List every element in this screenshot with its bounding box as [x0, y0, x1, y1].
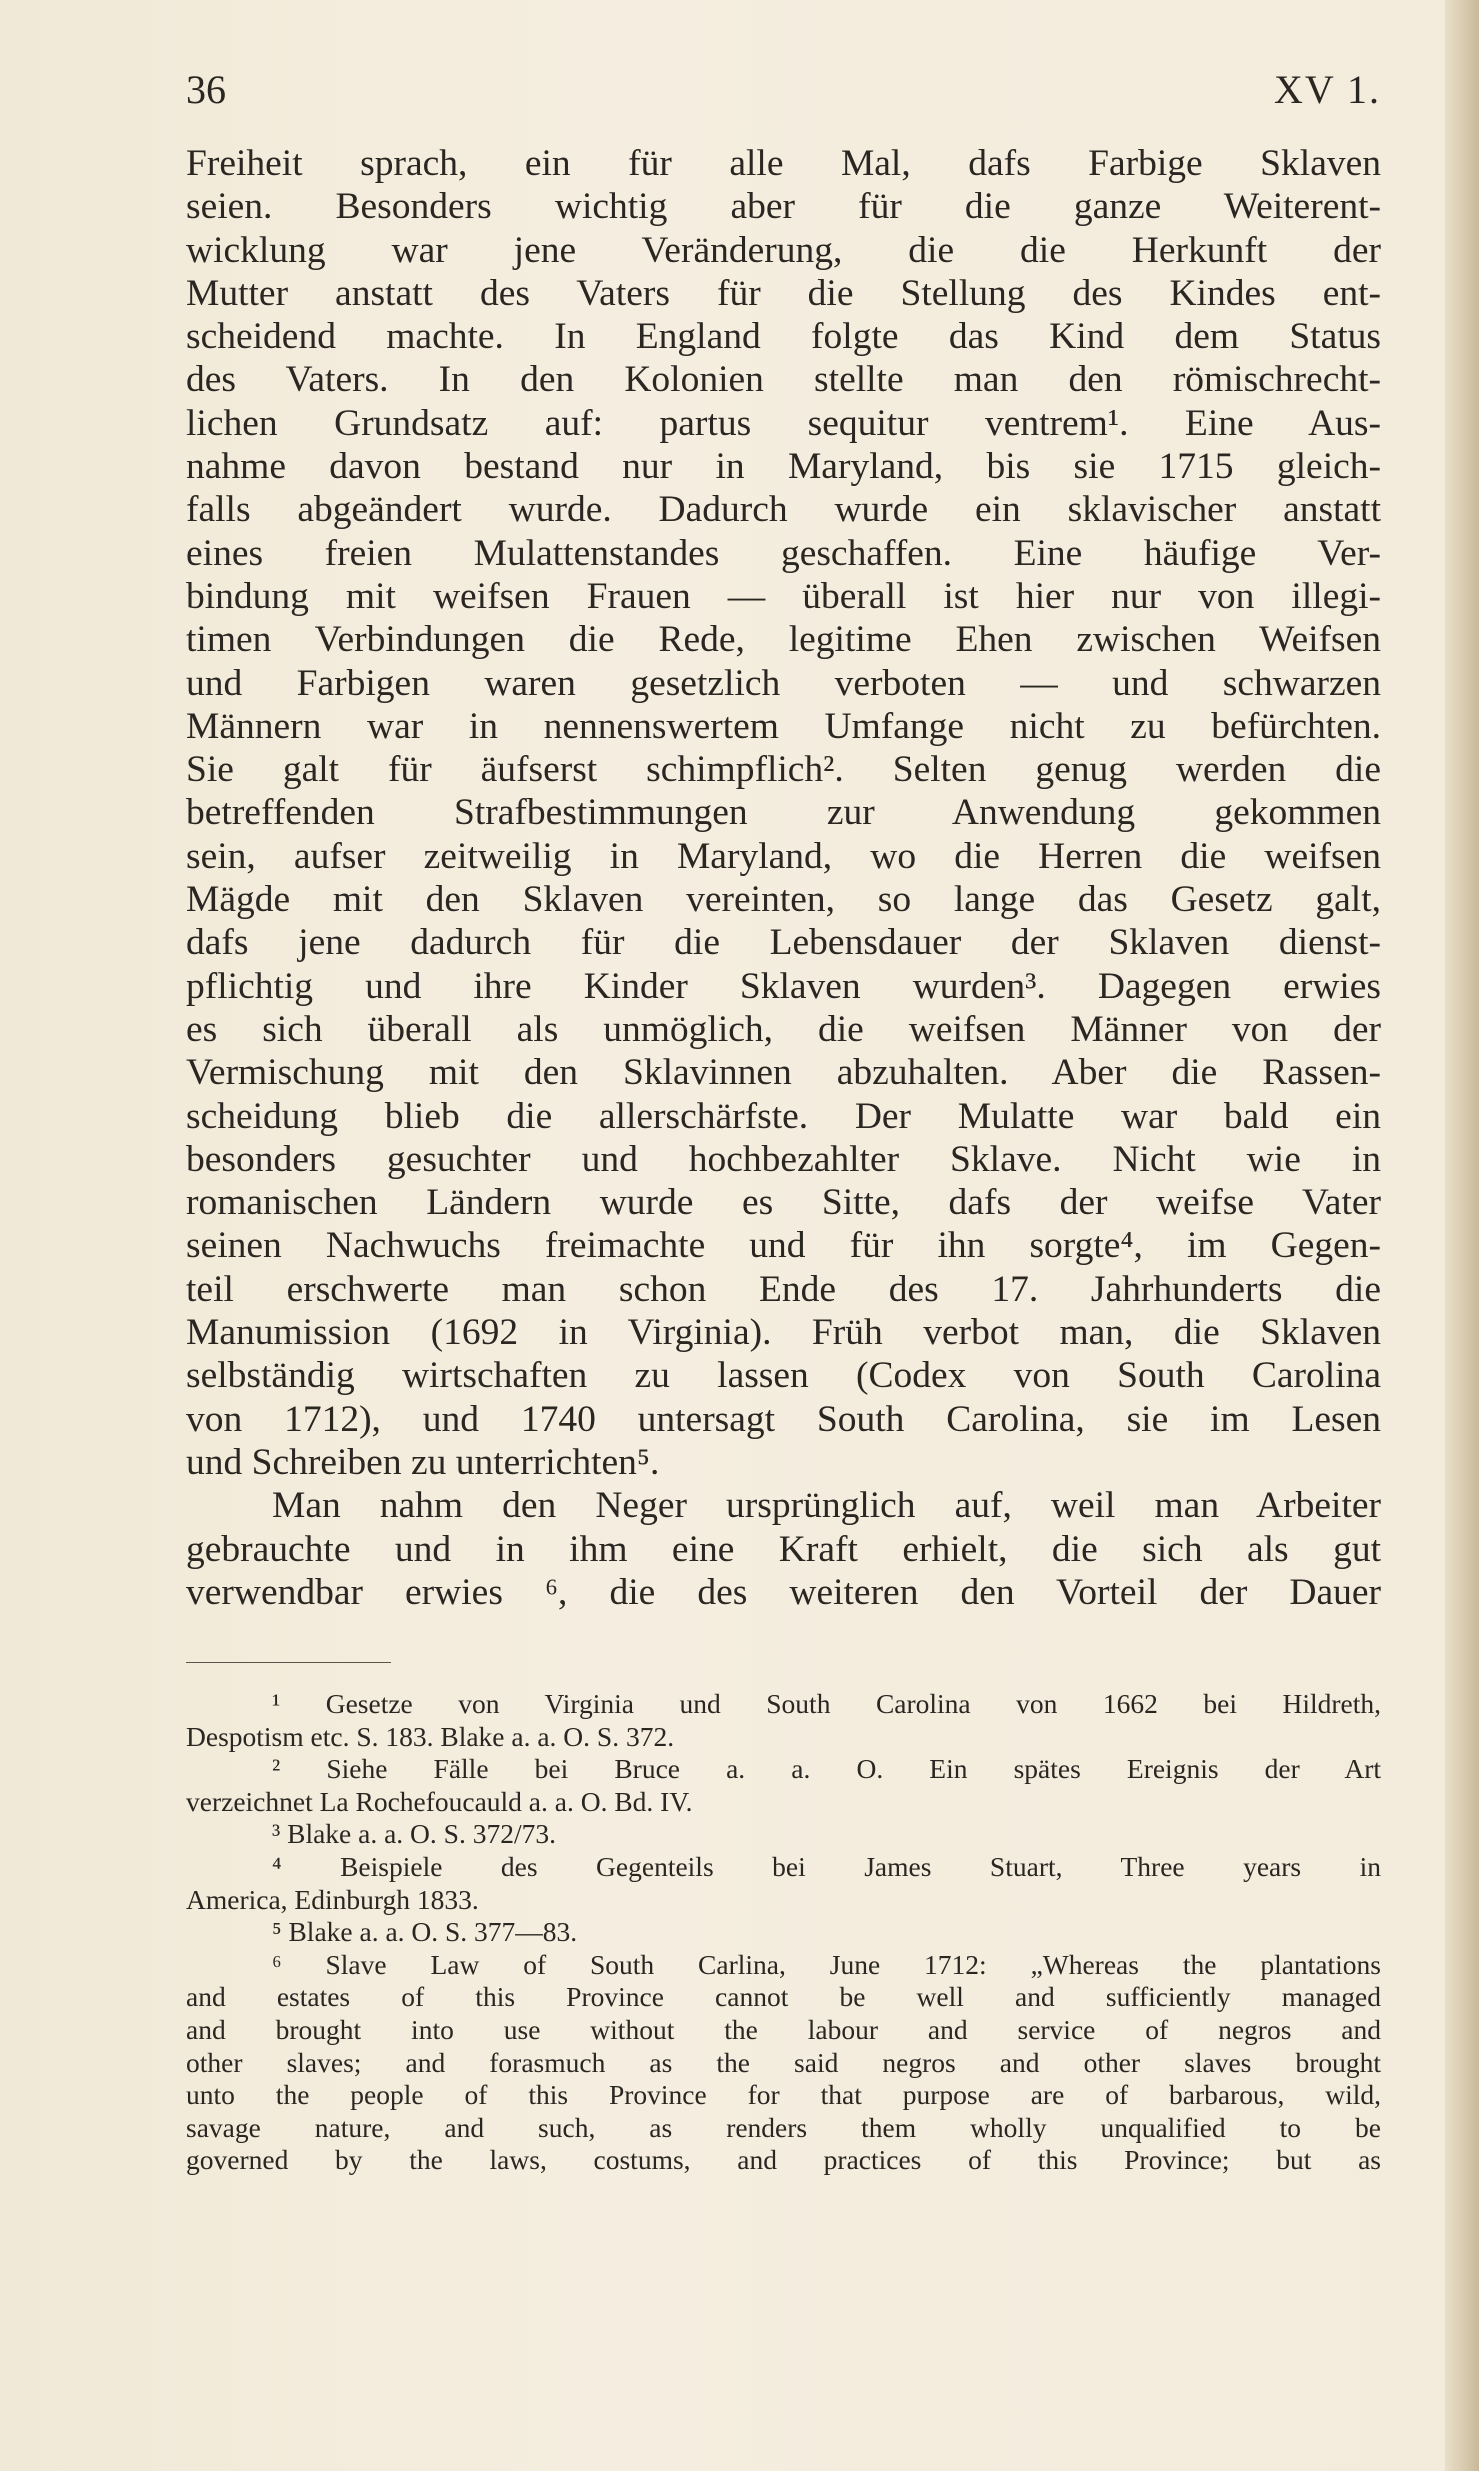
- footnote-line: ⁶ Slave Law of South Carlina, June 1712: „Whereas the plantations: [272, 1948, 1381, 1980]
- text-line: nahme davon bestand nur in Maryland, bis sie 1715 gleich-: [186, 446, 1381, 488]
- text-line: Mägde mit den Sklaven vereinten, so lange das Gesetz galt,: [186, 879, 1381, 921]
- footnote-line: and estates of this Province cannot be well and sufficiently managed: [186, 1981, 1381, 2013]
- main-text: [186, 142, 1381, 1614]
- text-line: Männern war in nennenswertem Umfange nicht zu befürchten.: [186, 705, 1381, 747]
- text-line: Vermischung mit den Sklavinnen abzuhalten. Aber die Rassen-: [186, 1052, 1381, 1094]
- text-line: scheidend machte. In England folgte das Kind dem Status: [186, 316, 1381, 358]
- text-line: betreffenden Strafbestimmungen zur Anwendung gekommen: [186, 792, 1381, 834]
- page-header: [186, 66, 1381, 126]
- footnote-line: ² Siehe Fälle bei Bruce a. a. O. Ein spätes Ereignis der Art: [272, 1753, 1381, 1785]
- text-line: Mutter anstatt des Vaters für die Stellung des Kindes ent-: [186, 272, 1381, 314]
- text-line: verwendbar erwies ⁶, die des weiteren den Vorteil der Dauer: [186, 1571, 1381, 1613]
- text-line: scheidung blieb die allerschärfste. Der Mulatte war bald ein: [186, 1095, 1381, 1137]
- text-line: Sie galt für äufserst schimpflich². Selten genug werden die: [186, 749, 1381, 791]
- footnotes: [186, 1688, 1381, 2177]
- text-line: bindung mit weifsen Frauen — überall ist hier nur von illegi-: [186, 575, 1381, 617]
- text-line: Freiheit sprach, ein für alle Mal, dafs Farbige Sklaven: [186, 143, 1381, 184]
- text-line: und Schreiben zu unterrichten⁵.: [186, 1441, 660, 1483]
- text-line: es sich überall als unmöglich, die weifsen Männer von der: [186, 1008, 1381, 1050]
- footnote-line: Despotism etc. S. 183. Blake a. a. O. S. 372.: [186, 1720, 675, 1752]
- footnote-line: ⁴ Beispiele des Gegenteils bei James Stuart, Three years in: [272, 1850, 1381, 1882]
- page-number: 36: [186, 67, 226, 112]
- footnote-line: ¹ Gesetze von Virginia und South Carolina von 1662 bei Hildreth,: [272, 1688, 1381, 1719]
- text-line: romanischen Ländern wurde es Sitte, dafs der weifse Vater: [186, 1182, 1381, 1224]
- text-line: von 1712), und 1740 untersagt South Carolina, sie im Lesen: [186, 1398, 1381, 1440]
- text-line: und Farbigen waren gesetzlich verboten — und schwarzen: [186, 662, 1381, 704]
- footnote-line: and brought into use without the labour and service of negros and: [186, 2013, 1381, 2045]
- footnote-line: savage nature, and such, as renders them wholly unqualified to be: [186, 2111, 1381, 2143]
- text-line: timen Verbindungen die Rede, legitime Ehen zwischen Weifsen: [186, 619, 1381, 661]
- text-line: Manumission (1692 in Virginia). Früh verbot man, die Sklaven: [186, 1312, 1381, 1354]
- text-line: teil erschwerte man schon Ende des 17. Jahrhunderts die: [186, 1268, 1381, 1310]
- text-line: besonders gesuchter und hochbezahlter Sklave. Nicht wie in: [186, 1138, 1381, 1180]
- footnote-line: unto the people of this Province for that purpose are of barbarous, wild,: [186, 2079, 1381, 2111]
- text-line: lichen Grundsatz auf: partus sequitur ventrem¹. Eine Aus-: [186, 402, 1381, 444]
- page-edge: [1445, 0, 1479, 2471]
- text-line: falls abgeändert wurde. Dadurch wurde ein sklavischer anstatt: [186, 489, 1381, 531]
- text-line: pflichtig und ihre Kinder Sklaven wurden³. Dagegen erwies: [186, 965, 1381, 1007]
- text-line: des Vaters. In den Kolonien stellte man den römischrecht-: [186, 359, 1381, 401]
- footnote-line: America, Edinburgh 1833.: [186, 1883, 479, 1915]
- footnote-line: ³ Blake a. a. O. S. 372/73.: [272, 1818, 556, 1850]
- text-line: seinen Nachwuchs freimachte und für ihn sorgte⁴, im Gegen-: [186, 1225, 1381, 1267]
- text-line: selbständig wirtschaften zu lassen (Codex von South Carolina: [186, 1355, 1381, 1397]
- text-line: dafs jene dadurch für die Lebensdauer der Sklaven dienst-: [186, 922, 1381, 964]
- text-line: Man nahm den Neger ursprünglich auf, weil man Arbeiter: [272, 1485, 1381, 1527]
- text-line: wicklung war jene Veränderung, die die Herkunft der: [186, 229, 1381, 271]
- footnote-line: governed by the laws, costums, and practices of this Province; but as: [186, 2144, 1381, 2176]
- footnote-separator: [186, 1662, 391, 1663]
- text-line: sein, aufser zeitweilig in Maryland, wo die Herren die weifsen: [186, 835, 1381, 877]
- footnote-line: other slaves; and forasmuch as the said negros and other slaves brought: [186, 2046, 1381, 2078]
- footnote-line: ⁵ Blake a. a. O. S. 377—83.: [272, 1916, 578, 1948]
- footnote-line: verzeichnet La Rochefoucauld a. a. O. Bd. IV.: [186, 1785, 693, 1817]
- text-line: seien. Besonders wichtig aber für die ganze Weiterent-: [186, 186, 1381, 228]
- running-head: XV 1.: [1273, 67, 1381, 112]
- text-line: gebrauchte und in ihm eine Kraft erhielt, die sich als gut: [186, 1528, 1381, 1570]
- text-line: eines freien Mulattenstandes geschaffen. Eine häufige Ver-: [186, 532, 1381, 574]
